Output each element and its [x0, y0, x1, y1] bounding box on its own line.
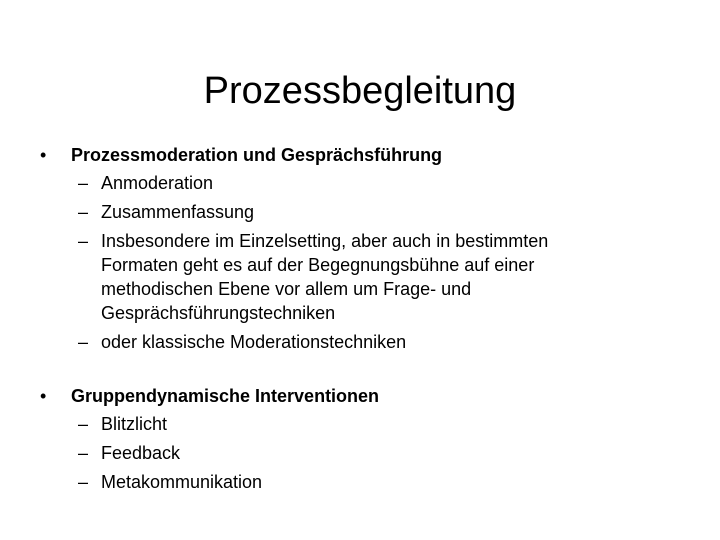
- sub-item: [36, 470, 686, 494]
- sub-list: [36, 171, 686, 354]
- sub-item-text: Feedback: [101, 443, 181, 463]
- bullet-icon: •: [40, 145, 47, 165]
- sub-item-text: Zusammenfassung: [101, 202, 255, 222]
- sub-item-text: Anmoderation: [101, 173, 214, 193]
- sub-item: [36, 229, 686, 325]
- sub-item-text: Blitzlicht: [101, 414, 168, 434]
- section-gruppendynamik: [36, 384, 686, 494]
- sub-item: [36, 171, 686, 195]
- section-prozessmoderation: [36, 143, 686, 354]
- dash-icon: –: [77, 231, 88, 251]
- dash-icon: –: [77, 414, 88, 434]
- sub-item: [36, 330, 686, 354]
- bullet-icon: •: [40, 386, 47, 406]
- sub-item: [36, 412, 686, 436]
- sub-item-text: oder klassische Moderationstechniken: [101, 332, 407, 352]
- dash-icon: –: [77, 332, 88, 352]
- sub-list: [36, 412, 686, 494]
- slide-content: [36, 143, 686, 524]
- dash-icon: –: [77, 443, 88, 463]
- sub-item-text: Insbesondere im Einzelsetting, aber auch in bestimmten Formaten geht es auf der Begegnungsbühne auf einer methodischen Ebene vor allem um Frage- und Gesprächsführungstechniken: [101, 231, 549, 323]
- bullet-heading: Prozessmoderation und Gesprächsführung: [71, 145, 443, 165]
- dash-icon: –: [77, 173, 88, 193]
- sub-item: [36, 441, 686, 465]
- sub-item-text: Metakommunikation: [101, 472, 263, 492]
- dash-icon: –: [77, 472, 88, 492]
- dash-icon: –: [77, 202, 88, 222]
- sub-item: [36, 200, 686, 224]
- bullet-point: [36, 143, 686, 167]
- bullet-point: [36, 384, 686, 408]
- bullet-heading: Gruppendynamische Interventionen: [71, 386, 380, 406]
- slide-title: Prozessbegleitung: [203, 70, 517, 113]
